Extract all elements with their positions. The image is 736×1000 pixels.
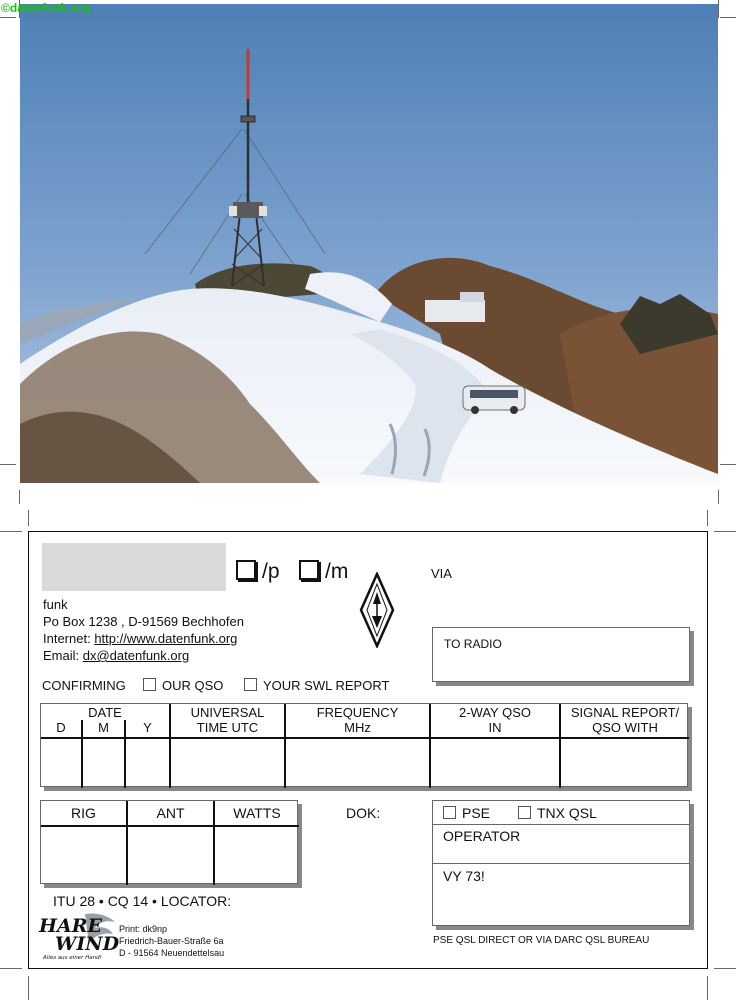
utc-header-line2: TIME UTC xyxy=(196,720,259,735)
pse-checkbox[interactable] xyxy=(443,806,456,819)
internet-link[interactable]: http://www.datenfunk.org xyxy=(94,631,238,646)
harewind-logo xyxy=(37,910,119,962)
print-line3: D - 91564 Neuendettelsau xyxy=(119,948,225,958)
operator-label: OPERATOR xyxy=(443,828,521,844)
to-radio-label: TO RADIO xyxy=(444,637,502,651)
frequency-header-line1: FREQUENCY xyxy=(316,705,399,720)
our-qso-option[interactable]: OUR QSO xyxy=(143,678,223,693)
our-qso-checkbox[interactable] xyxy=(143,678,156,691)
month-header: M xyxy=(98,720,109,735)
print-line1: Print: dk9np xyxy=(119,924,168,934)
confirming-label: CONFIRMING xyxy=(42,678,126,693)
mobile-option[interactable]: /m xyxy=(299,560,348,584)
portable-option[interactable]: /p xyxy=(236,560,280,584)
logo-tagline: Alles aus einer Hand! xyxy=(43,955,102,961)
mobile-checkbox[interactable] xyxy=(299,560,319,580)
email-label: Email: xyxy=(43,648,80,663)
snowy-hill-tower-illustration xyxy=(20,4,718,483)
email-link[interactable]: dx@datenfunk.org xyxy=(82,648,190,663)
station-name: funk xyxy=(43,597,68,612)
operator-box xyxy=(432,800,690,926)
pse-option[interactable]: PSE xyxy=(443,805,490,821)
landscape-photo xyxy=(20,4,718,483)
copyright-watermark: ©datenfunk.org xyxy=(1,1,90,15)
swl-report-checkbox[interactable] xyxy=(244,678,257,691)
darc-logo-icon xyxy=(359,572,395,648)
two-way-header-line2: IN xyxy=(488,720,502,735)
bureau-note: PSE QSL DIRECT OR VIA DARC QSL BUREAU xyxy=(433,935,650,946)
logo-text-bottom: WIND xyxy=(55,933,119,955)
logo-text-top: HARE xyxy=(39,915,102,937)
year-header: Y xyxy=(143,720,152,735)
itu-cq-locator: ITU 28 • CQ 14 • LOCATOR: xyxy=(53,893,232,909)
tnx-qsl-checkbox[interactable] xyxy=(518,806,531,819)
print-line2: Friedrich-Bauer-Straße 6a xyxy=(119,936,224,946)
internet-line xyxy=(43,631,237,646)
qso-table xyxy=(40,703,688,787)
two-way-header-line1: 2-WAY QSO xyxy=(459,705,531,720)
signal-header-line1: SIGNAL REPORT/ xyxy=(570,705,680,720)
station-address: Po Box 1238 , D-91569 Bechhofen xyxy=(43,614,244,629)
swl-report-option[interactable]: YOUR SWL REPORT xyxy=(244,678,389,693)
frequency-header-line2: MHz xyxy=(344,720,371,735)
callsign-box xyxy=(42,543,226,591)
portable-checkbox[interactable] xyxy=(236,560,256,580)
utc-header-line1: UNIVERSAL xyxy=(190,705,265,720)
tnx-qsl-option[interactable]: TNX QSL xyxy=(518,805,597,821)
via-label: VIA xyxy=(431,566,452,581)
watts-header: WATTS xyxy=(233,805,281,821)
signal-header-line2: QSO WITH xyxy=(592,720,658,735)
internet-label: Internet: xyxy=(43,631,91,646)
ant-header: ANT xyxy=(156,805,185,821)
email-line xyxy=(43,648,189,663)
qsl-card xyxy=(28,531,708,969)
to-radio-box[interactable] xyxy=(432,627,690,682)
day-header: D xyxy=(56,720,66,735)
dok-label: DOK: xyxy=(346,805,381,821)
date-header: DATE xyxy=(88,705,122,720)
rig-table xyxy=(40,800,298,884)
rig-header: RIG xyxy=(71,805,96,821)
vy73-label: VY 73! xyxy=(443,868,485,884)
